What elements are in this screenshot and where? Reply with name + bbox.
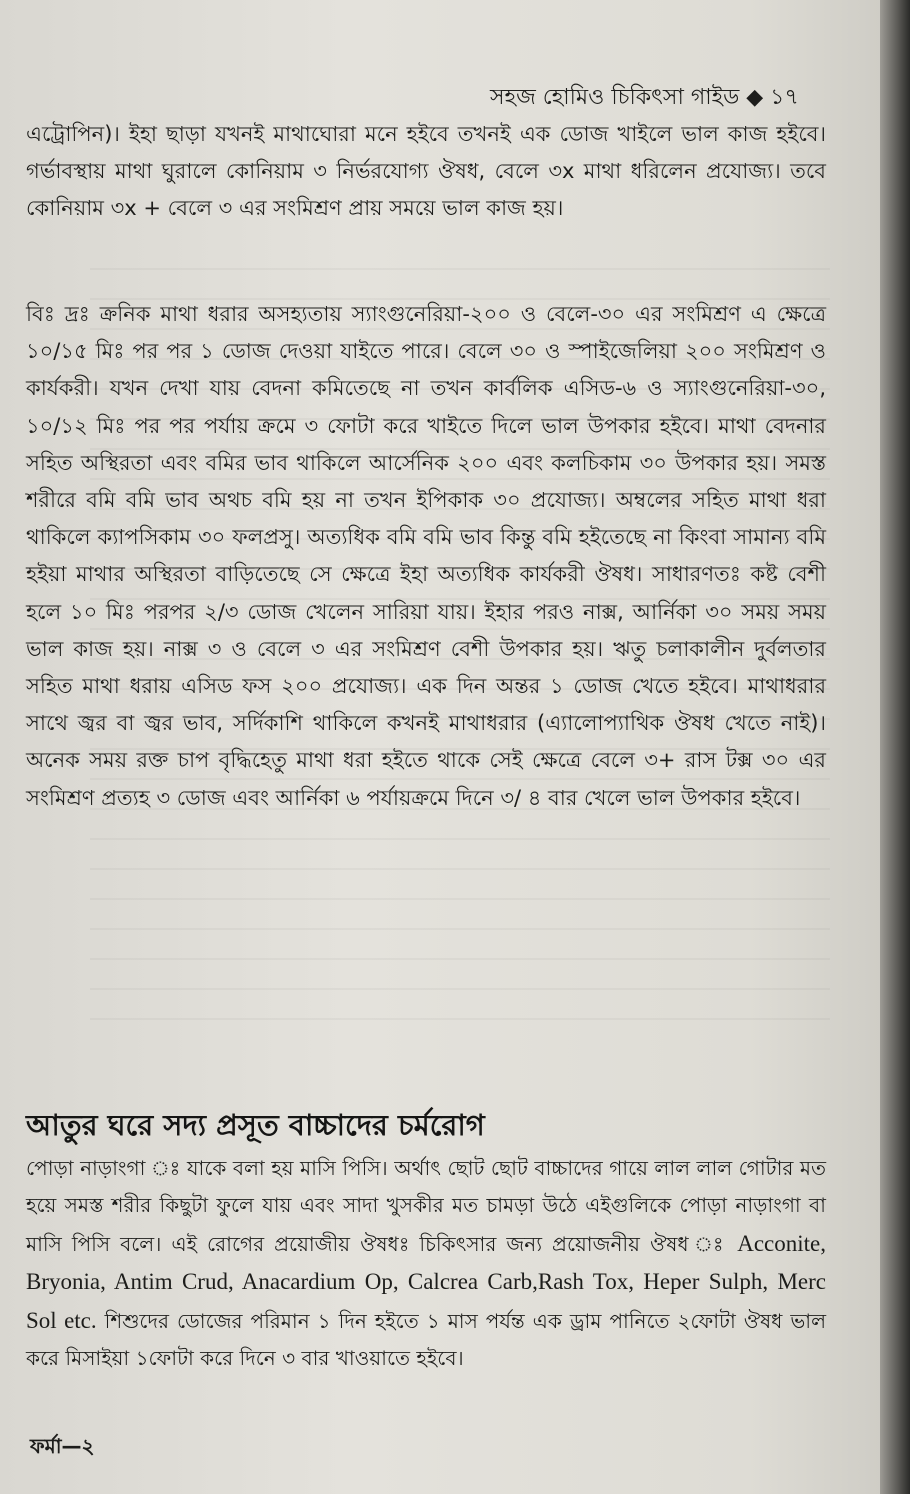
section-heading: আতুর ঘরে সদ্য প্রসূত বাচ্চাদের চর্মরোগ <box>26 1108 485 1142</box>
running-header: সহজ হোমিও চিকিৎসা গাইড ◆ ১৭ <box>490 85 799 110</box>
paragraph-1: এট্রোপিন)। ইহা ছাড়া যখনই মাথাঘোরা মনে হইবে তখনই এক ডোজ খাইলে ভাল কাজ হইবে। গর্ভাবস্থায় মাথা ঘুরালে কোনিয়াম ৩ নির্ভরযোগ্য ঔষধ, বেলে ৩x মাথা ধরিলেন প্রযোজ্য। তবে কোনিয়াম ৩x + বেলে ৩ এর সংমিশ্রণ প্রায় সময়ে ভাল কাজ হয়। <box>26 122 826 221</box>
section-paragraph <box>26 1150 826 1377</box>
forma-signature: ফর্মা—২ <box>30 1434 95 1458</box>
section-text-part-1: পোড়া নাড়াংগা ঃ যাকে বলা হয় মাসি পিসি। অর্থাৎ ছোট ছোট বাচ্চাদের গায়ে লাল লাল গোটার মত হয়ে সমস্ত শরীর কিছুটা ফুলে যায় এবং সাদা খুসকীর মত চামড়া উঠে এইগুলিকে পোড়া নাড়াংগা বা মাসি পিসি বলে। এই রোগের প্রয়োজীয় ঔষধঃ চিকিৎসার জন্য প্রয়োজনীয় ঔষধ ঃ <box>26 1156 826 1256</box>
book-page-edge <box>880 0 910 1494</box>
section-text-part-2: শিশুদের ডোজের পরিমান ১ দিন হইতে ১ মাস পর্যন্ত এক ড্রাম পানিতে ২ফোটা ঔষধ ভাল করে মিসাইয়া ১ফোটা করে দিনে ৩ বার খাওয়াতে হইবে। <box>26 1308 826 1371</box>
paragraph-2: বিঃ দ্রঃ ক্রনিক মাথা ধরার অসহ্যতায় স্যাংগুনেরিয়া-২০০ ও বেলে-৩০ এর সংমিশ্রণ এ ক্ষেত্রে ১০/১৫ মিঃ পর পর ১ ডোজ দেওয়া যাইতে পারে। বেলে ৩০ ও স্পাইজেলিয়া ২০০ সংমিশ্রণ ও কার্যকরী। যখন দেখা যায় বেদনা কমিতেছে না তখন কার্বলিক এসিড-৬ ও স্যাংগুনেরিয়া-৩০, ১০/১২ মিঃ পর পর পর্যায় ক্রমে ৩ ফোটা করে খাইতে দিলে ভাল উপকার হইবে। মাথা বেদনার সহিত অস্থিরতা এবং বমির ভাব থাকিলে আর্সেনিক ২০০ এবং কলচিকাম ৩০ উপকার হয়। সমস্ত শরীরে বমি বমি ভাব অথচ বমি হয় না তখন ইপিকাক ৩০ প্রযোজ্য। অম্বলের সহিত মাথা ধরা থাকিলে ক্যাপসিকাম ৩০ ফলপ্রসু। অত্যধিক বমি বমি ভাব কিন্তু বমি হইতেছে না কিংবা সামান্য বমি হইয়া মাথার অস্থিরতা বাড়িতেছে সে ক্ষেত্রে ইহা অত্যধিক কার্যকরী ঔষধ। সাধারণতঃ কষ্ট বেশী হলে ১০ মিঃ পরপর ২/৩ ডোজ খেলেন সারিয়া যায়। ইহার পরও নাক্স, আর্নিকা ৩০ সময় সময় ভাল কাজ হয়। নাক্স ৩ ও বেলে ৩ এর সংমিশ্রণ বেশী উপকার হয়। ঋতু চলাকালীন দুর্বলতার সহিত মাথা ধরায় এসিড ফস ২০০ প্রযোজ্য। এক দিন অন্তর ১ ডোজ খেতে হইবে। মাথাধরার সাথে জ্বর বা জ্বর ভাব, সর্দিকাশি থাকিলে কখনই মাথাধরার (এ্যালোপ্যাথিক ঔষধ খেতে নাই)। অনেক সময় রক্ত চাপ বৃদ্ধিহেতু মাথা ধরা হইতে থাকে সেই ক্ষেত্রে বেলে ৩+ রাস টক্স ৩০ এর সংমিশ্রণ প্রত্যহ ৩ ডোজ এবং আর্নিকা ৬ পর্যায়ক্রমে দিনে ৩/ ৪ বার খেলে ভাল উপকার হইবে। <box>26 302 826 810</box>
medicine-list: Acconite, Bryonia, Antim Crud, Anacardium Op, Calcrea Carb,Rash Tox, Heper Sulph, Merc Sol etc. <box>26 1230 826 1333</box>
